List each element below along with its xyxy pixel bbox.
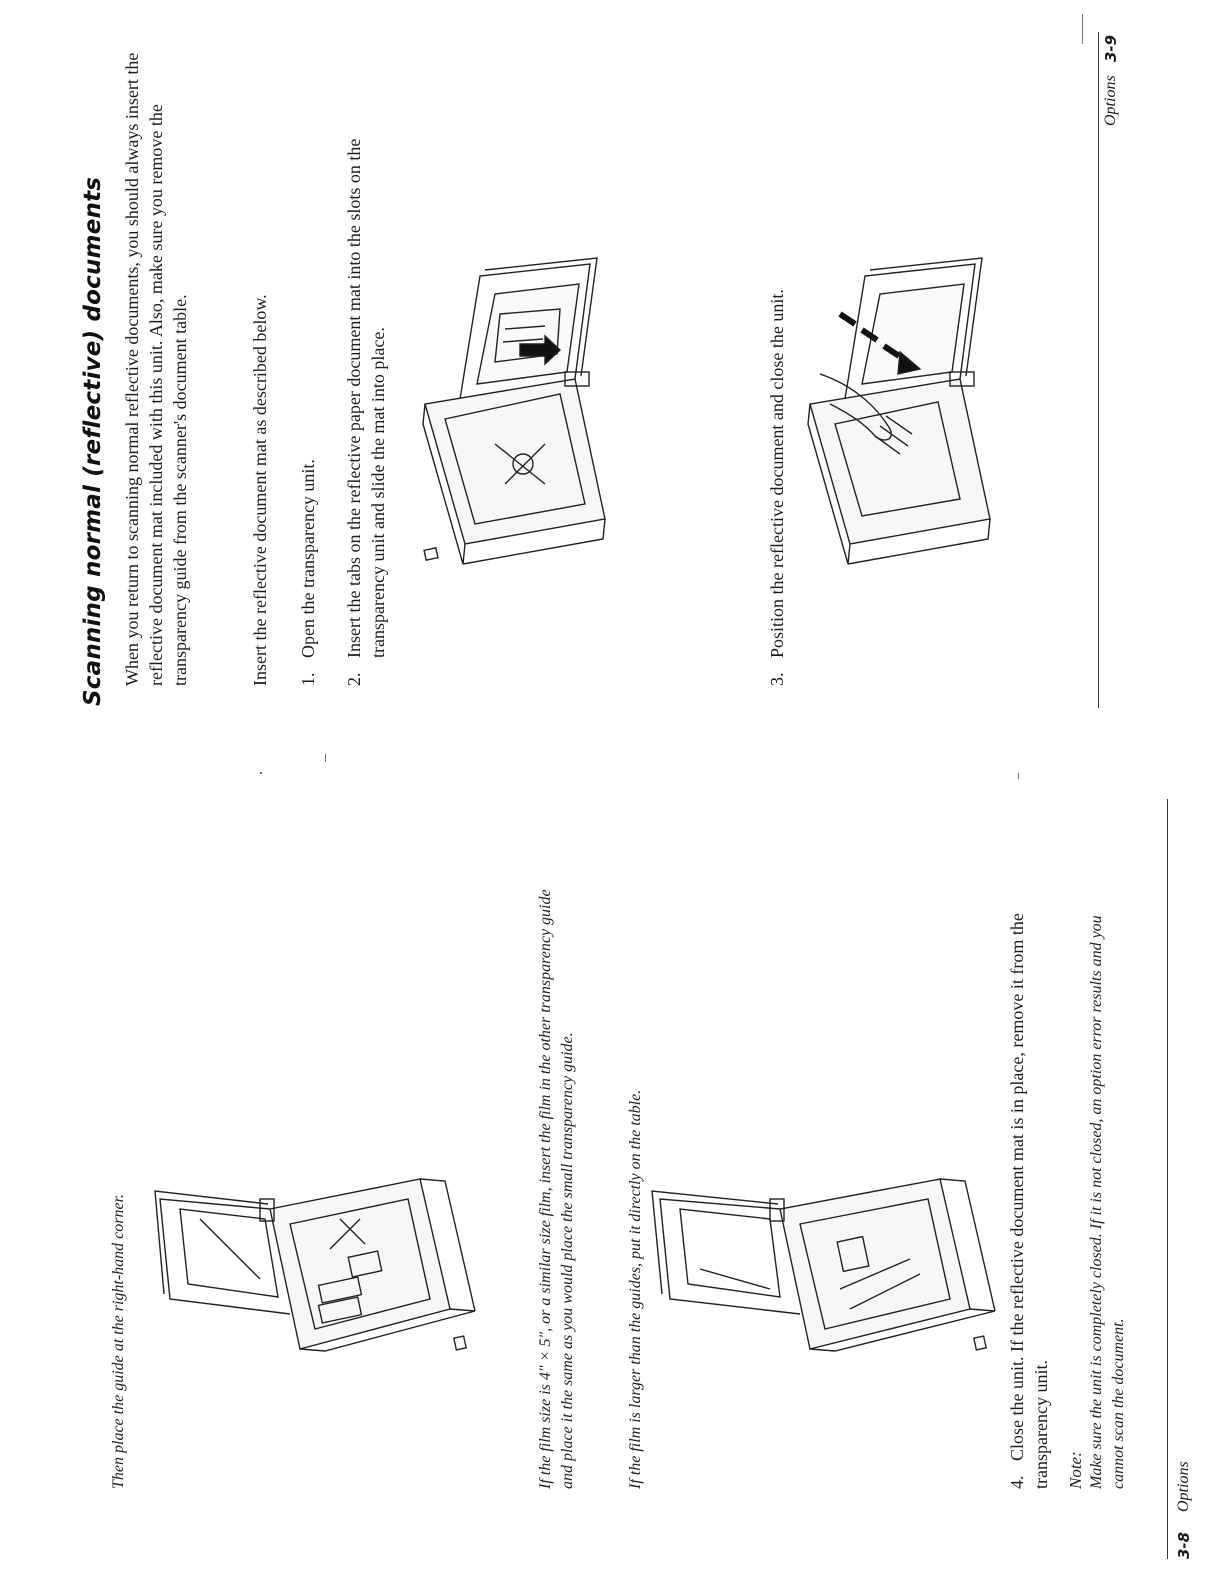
right-heading: Scanning normal (reflective) documents <box>80 176 106 706</box>
scanner-insert-mat-illustration <box>400 244 720 574</box>
note-label: Note: <box>1066 1451 1085 1489</box>
note-text: Make sure the unit is completely closed. If it is not closed, an option error results and you cannot scan the document. <box>1088 915 1127 1489</box>
step-2 <box>342 46 390 686</box>
right-footer-rule <box>1098 32 1099 708</box>
gutter-mark <box>260 772 262 774</box>
step-1-text: Open the transparency unit. <box>298 459 318 658</box>
left-page-number: 3-8 <box>1175 1531 1193 1559</box>
step-4-number: 4. <box>1007 1475 1027 1489</box>
step-4 <box>1005 889 1053 1489</box>
film-size-note: If the film size is 4" × 5", or a similar size film, insert the film in the other transparency guide and place it the same as you would place the small transparency guide. <box>537 889 576 1489</box>
right-page-number-rule <box>1082 14 1083 44</box>
step-4-text: Close the unit. If the reflective document mat is in place, remove it from the transparency unit. <box>1007 913 1051 1489</box>
larger-film-note: If the film is larger than the guides, put it directly on the table. <box>627 1089 644 1489</box>
step-1-number: 1. <box>298 672 318 686</box>
step-2-text: Insert the tabs on the reflective paper document mat into the slots on the transparency unit and slide the mat into place. <box>344 138 388 658</box>
right-footer-section: Options <box>1102 75 1119 126</box>
scanner-position-document-illustration <box>785 244 1105 574</box>
step-1 <box>296 46 320 686</box>
right-paragraph-1: When you return to scanning normal reflective documents, you should always insert the reflective document mat included with this unit. Also, make sure you remove the transparency guide from the scanner's document table. <box>122 52 190 686</box>
left-intro-text: Then place the guide at the right-hand corner. <box>110 1193 127 1489</box>
step-3-number: 3. <box>767 672 787 686</box>
right-page-number: 3-9 <box>1102 34 1120 62</box>
gutter-mark <box>1018 773 1019 779</box>
step-3-text: Position the reflective document and close the unit. <box>767 289 787 658</box>
right-paragraph-2: Insert the reflective document mat as described below. <box>250 294 270 686</box>
step-2-number: 2. <box>344 672 364 686</box>
left-footer-section: Options <box>1175 1461 1192 1512</box>
left-footer-rule <box>1167 799 1168 1559</box>
gutter-mark <box>325 754 326 762</box>
scanner-open-guide-corner-illustration <box>150 1169 490 1369</box>
scanner-open-large-film-illustration <box>640 1169 1000 1369</box>
